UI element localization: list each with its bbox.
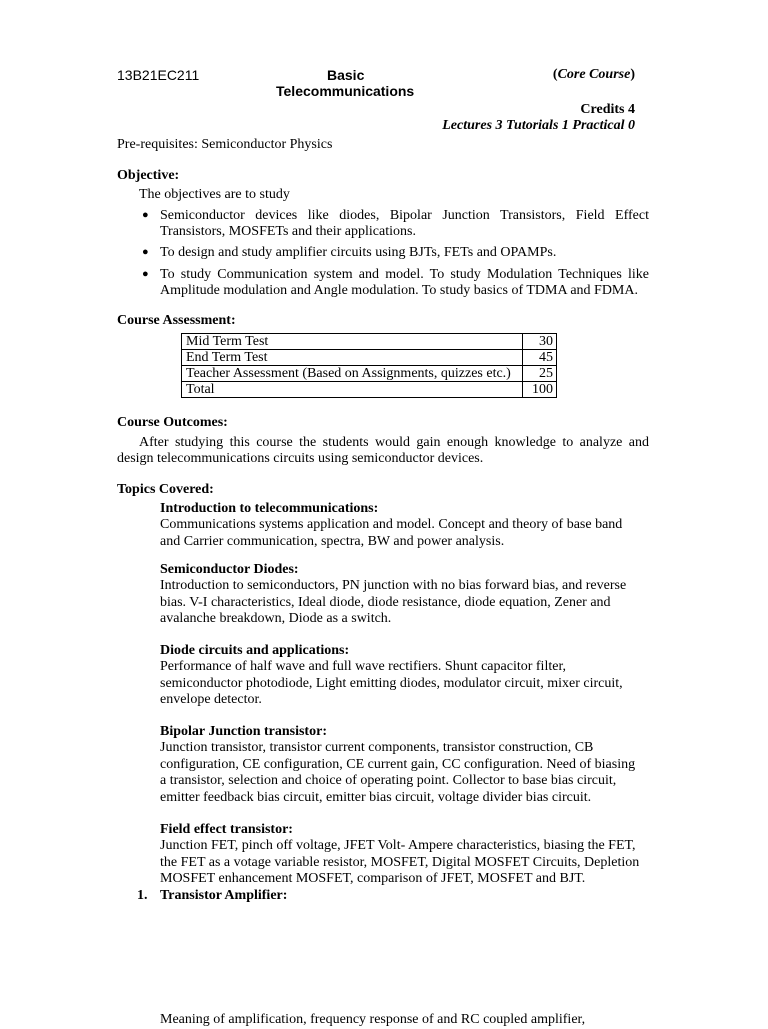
topic-line: Junction FET, pinch off voltage, JFET Volt- Ampere characteristics, biasing the FET, [160,838,636,853]
table-row [182,334,557,350]
topic-line-bottom: Meaning of amplification, frequency response of and RC coupled amplifier, [160,1012,586,1027]
objective-bullet-3-line2: Amplitude modulation and Angle modulation. To study basics of TDMA and FDMA. [160,283,638,298]
outcomes-heading: Course Outcomes: [117,415,228,430]
table-cell-label: Total [182,382,523,398]
topic-line: Performance of half wave and full wave rectifiers. Shunt capacitor filter, [160,659,567,674]
table-cell-label: Teacher Assessment (Based on Assignments, quizzes etc.) [182,366,523,382]
table-cell-value: 30 [523,334,557,350]
table-row [182,350,557,366]
table-cell-label: End Term Test [182,350,523,366]
outcomes-line1: After studying this course the students would gain enough knowledge to analyze and [139,435,649,450]
objective-bullet-3-line1: To study Communication system and model. To study Modulation Techniques like [160,267,649,282]
topic-line: Introduction to semiconductors, PN junction with no bias forward bias, and reverse [160,578,627,593]
bullet-dot-icon: ● [142,268,149,280]
bullet-dot-icon: ● [142,246,149,258]
topic-line: bias. V-I characteristics, Ideal diode, diode resistance, diode equation, Zener and [160,595,611,610]
assessment-table [181,333,557,398]
topic-line: configuration, CE configuration, CE current gain, CC configuration. Need of biasing [160,757,636,772]
topic-line: avalanche breakdown, Diode as a switch. [160,611,392,626]
course-type-paren-close: ) [630,67,635,82]
topic-title: Introduction to telecommunications: [160,501,379,516]
topic-title: Bipolar Junction transistor: [160,724,327,739]
table-cell-value: 25 [523,366,557,382]
table-cell-label: Mid Term Test [182,334,523,350]
table-row [182,382,557,398]
topic-line: Communications systems application and model. Concept and theory of base band [160,517,623,532]
bullet-dot-icon: ● [142,209,149,221]
objective-bullet-2-line1: To design and study amplifier circuits using BJTs, FETs and OPAMPs. [160,245,557,260]
assessment-heading: Course Assessment: [117,313,236,328]
numbered-item-number: 1. [137,888,148,903]
credits: Credits 4 [580,102,635,117]
course-title-line2: Telecommunications [276,83,415,99]
prerequisites: Pre-requisites: Semiconductor Physics [117,137,333,152]
course-type-paren-open: ( [552,67,558,82]
topics-heading: Topics Covered: [117,482,214,497]
objective-heading: Objective: [117,168,180,183]
topic-line: semiconductor photodiode, Light emitting diodes, modulator circuit, mixer circuit, [160,676,623,691]
numbered-item-title: Transistor Amplifier: [160,888,288,903]
objective-bullet-1-line2: Transistors, MOSFETs and their applications. [160,224,416,239]
course-type-label: Core Course [557,67,631,82]
topic-title: Semiconductor Diodes: [160,562,299,577]
topic-line: a transistor, selection and choice of operating point. Collector to base bias circuit, [160,773,617,788]
topic-title: Diode circuits and applications: [160,643,350,658]
course-title-line1: Basic [327,67,365,83]
lectures-info: Lectures 3 Tutorials 1 Practical 0 [442,118,635,133]
topic-line: envelope detector. [160,692,262,707]
table-cell-value: 45 [523,350,557,366]
table-row [182,366,557,382]
topic-title: Field effect transistor: [160,822,293,837]
course-code: 13B21EC211 [117,67,200,83]
topic-line: MOSFET enhancement MOSFET, comparison of JFET, MOSFET and BJT. [160,871,586,886]
course-type [553,67,635,84]
topic-line: emitter feedback bias circuit, emitter bias circuit, voltage divider bias circuit. [160,790,592,805]
topic-line: and Carrier communication, spectra, BW and power analysis. [160,534,505,549]
topic-line: Junction transistor, transistor current components, transistor construction, CB [160,740,594,755]
table-cell-value: 100 [523,382,557,398]
objective-bullet-1-line1: Semiconductor devices like diodes, Bipolar Junction Transistors, Field Effect [160,208,649,223]
objective-intro: The objectives are to study [139,187,290,202]
topic-line: the FET as a votage variable resistor, MOSFET, Digital MOSFET Circuits, Depletion [160,855,640,870]
outcomes-line2: design telecommunications circuits using semiconductor devices. [117,451,484,466]
